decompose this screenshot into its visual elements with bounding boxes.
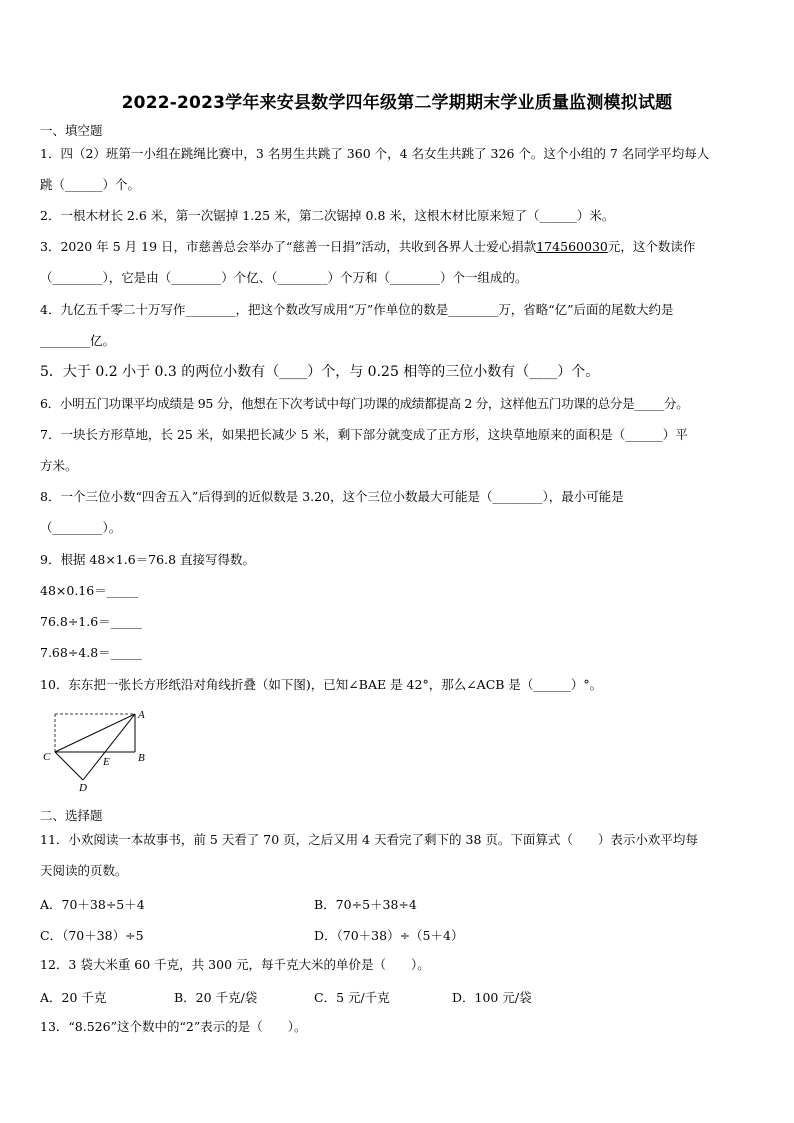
- question-9-stem: 9．根据 48×1.6＝76.8 直接写得数。: [40, 552, 255, 567]
- question-11-line-2: 天阅读的页数。: [40, 863, 128, 878]
- question-9-item-c: 7.68÷4.8＝_____: [40, 645, 142, 660]
- folded-edge-cd: [55, 752, 83, 780]
- question-3-line-2: （________），它是由（________）个亿、（________）个万和（________）个一组成的。: [40, 270, 528, 285]
- question-1-line-2: 跳（______）个。: [40, 177, 141, 192]
- page-title: 2022-2023学年来安县数学四年级第二学期期末学业质量监测模拟试题: [121, 93, 673, 113]
- donation-amount: 174560030: [536, 239, 608, 254]
- label-b: B: [138, 752, 145, 764]
- question-9-item-b: 76.8÷1.6＝_____: [40, 614, 142, 629]
- question-12: 12．3 袋大米重 60 千克，共 300 元，每千克大米的单价是（ ）。: [40, 957, 430, 972]
- section-choice-heading: 二、选择题: [40, 808, 103, 823]
- question-3-text-post: 元，这个数读作: [607, 239, 696, 254]
- question-1-line-1: 1．四（2）班第一小组在跳绳比赛中，3 名男生共跳了 360 个，4 名女生共跳了 326 个。这个小组的 7 名同学平均每人: [40, 146, 710, 161]
- label-d: D: [79, 782, 87, 792]
- question-11-line-1: 11．小欢阅读一本故事书，前 5 天看了 70 页，之后又用 4 天看完了剩下的 38 页。下面算式（ ）表示小欢平均每: [40, 832, 698, 847]
- question-2: 2．一根木材长 2.6 米，第一次锯掉 1.25 米，第二次锯掉 0.8 米，这根木材比原来短了（______）米。: [40, 208, 615, 223]
- question-4-line-2: ________亿。: [40, 333, 116, 348]
- label-a: A: [138, 709, 145, 721]
- question-3-line-1: [40, 239, 760, 255]
- label-c: C: [43, 751, 51, 763]
- question-8-line-1: 8．一个三位小数“四舍五入”后得到的近似数是 3.20，这个三位小数最大可能是（________），最小可能是: [40, 489, 624, 504]
- question-5: 5．大于 0.2 小于 0.3 的两位小数有（____）个，与 0.25 相等的三位小数有（____）个。: [40, 364, 600, 380]
- question-6: 6．小明五门功课平均成绩是 95 分，他想在下次考试中每门功课的成绩都提高 2 分，这样他五门功课的总分是_____分。: [40, 396, 689, 411]
- question-3-text-pre: 3．2020 年 5 月 19 日，市慈善总会举办了“慈善一日捐”活动，共收到各界人士爱心捐款: [40, 239, 537, 254]
- question-12-option-a: A．20 千克: [40, 990, 107, 1005]
- question-9-item-a: 48×0.16＝_____: [40, 583, 138, 598]
- question-7-line-1: 7．一块长方形草地，长 25 米，如果把长减少 5 米，剩下部分就变成了正方形，这块草地原来的面积是（______）平: [40, 427, 688, 442]
- question-13: 13．“8.526”这个数中的“2”表示的是（ ）。: [40, 1019, 307, 1034]
- section-fill-heading: 一、填空题: [40, 123, 103, 138]
- question-4-line-1: 4．九亿五千零二十万写作________，把这个数改写成用“万”作单位的数是________万，省略“亿”后面的尾数大约是: [40, 302, 674, 317]
- question-12-option-d: D．100 元/袋: [452, 990, 532, 1005]
- folded-rectangle-figure: [40, 706, 160, 792]
- question-11-option-b: B．70÷5＋38÷4: [314, 897, 417, 912]
- question-12-option-c: C．5 元/千克: [314, 990, 390, 1005]
- question-12-option-b: B．20 千克/袋: [174, 990, 258, 1005]
- question-10: 10．东东把一张长方形纸沿对角线折叠（如下图)，已知∠BAE 是 42°，那么∠ACB 是（______）°。: [40, 677, 603, 692]
- folded-edge-da: [83, 714, 135, 780]
- label-e: E: [103, 756, 110, 768]
- question-7-line-2: 方米。: [40, 458, 78, 473]
- question-11-option-d: D．（70＋38）÷（5＋4）: [314, 928, 464, 943]
- diagonal-ca: [55, 714, 135, 752]
- question-11-option-c: C．（70＋38）÷5: [40, 928, 144, 943]
- question-11-option-a: A．70＋38÷5＋4: [40, 897, 145, 912]
- question-8-line-2: （________）。: [40, 520, 122, 535]
